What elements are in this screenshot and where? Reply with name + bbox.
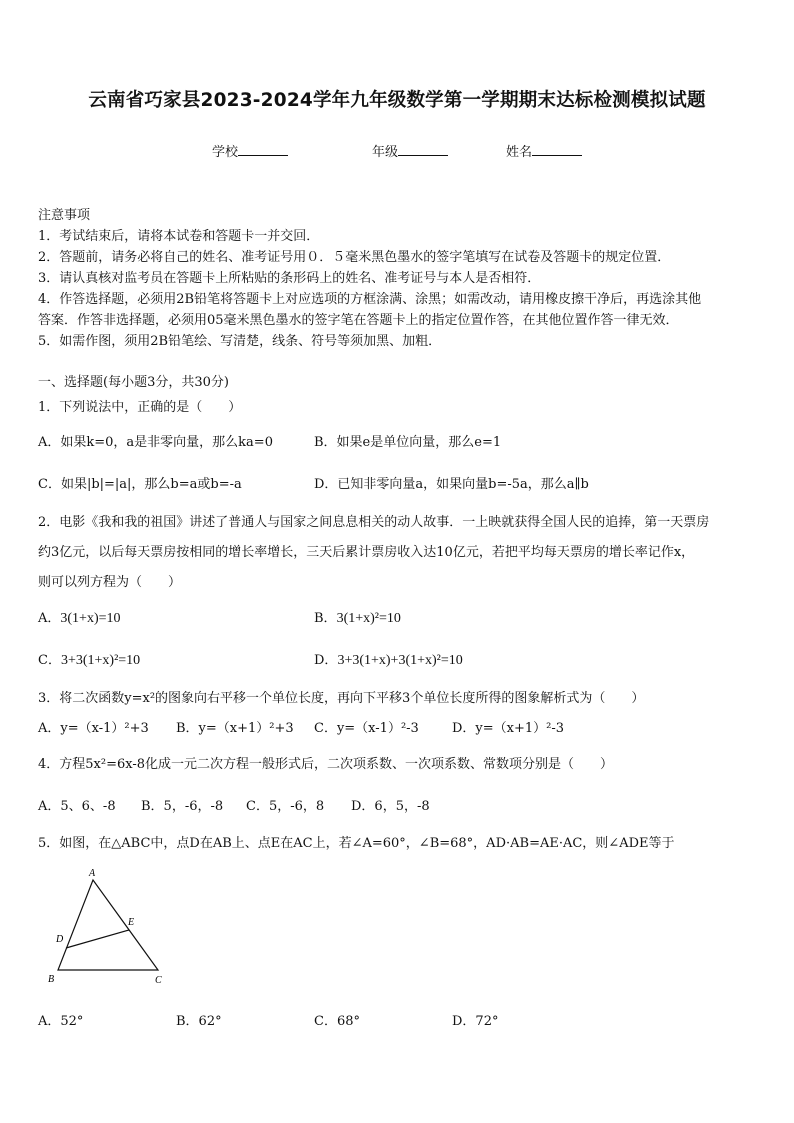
- grade-label: 年级: [372, 145, 399, 160]
- q1-option-a: A．如果k=0，a是非零向量，那么ka=0: [38, 435, 273, 450]
- name-blank: [532, 143, 582, 156]
- name-label: 姓名: [506, 145, 533, 160]
- q4-option-a: A．5、6、-8: [38, 799, 116, 814]
- q2-option-b-expr: 3(1+x)²=10: [336, 611, 401, 626]
- q2-option-d-expr: 3+3(1+x)+3(1+x)²=10: [337, 653, 463, 668]
- note-item-5: 5．如需作图，须用2B铅笔绘、写清楚，线条、符号等须加黑、加粗．: [38, 334, 442, 349]
- q3-option-c: C．y=（x-1）²-3: [314, 721, 419, 736]
- vertex-c-label: C: [155, 975, 162, 986]
- q2-line-1: 2．电影《我和我的祖国》讲述了普通人与国家之间息息相关的动人故事．一上映就获得全国人民的追捧，第一天票房: [38, 515, 710, 530]
- q3-stem: 3．将二次函数y=x²的图象向右平移一个单位长度，再向下平移3个单位长度所得的图象解析式为（ ）: [38, 691, 645, 706]
- q5-triangle-figure: [40, 862, 170, 990]
- point-e-label: E: [128, 917, 135, 928]
- q2-line-3: 则可以列方程为（ ）: [38, 575, 182, 590]
- note-item-3: 3．请认真核对监考员在答题卡上所粘贴的条形码上的姓名、准考证号与本人是否相符．: [38, 271, 541, 286]
- segment-de: [66, 930, 129, 948]
- school-field: [212, 141, 288, 160]
- q5-option-d: D．72°: [452, 1014, 499, 1029]
- grade-field: [372, 141, 448, 160]
- q5-option-b: B．62°: [176, 1014, 222, 1029]
- q2-option-c: [38, 649, 140, 669]
- q2-option-a-expr: 3(1+x)=10: [60, 611, 121, 626]
- q1-option-d: D．已知非零向量a，如果向量b=-5a，那么a∥b: [314, 477, 589, 492]
- q2-option-c-label: C．: [38, 653, 61, 668]
- q1-stem: 1．下列说法中，正确的是（ ）: [38, 400, 242, 415]
- q3-option-b: B．y=（x+1）²+3: [176, 721, 294, 736]
- vertex-b-label: B: [48, 974, 55, 985]
- grade-blank: [398, 143, 448, 156]
- q5-option-a: A．52°: [38, 1014, 84, 1029]
- q2-line-2: 约3亿元，以后每天票房按相同的增长率增长，三天后累计票房收入达10亿元，若把平均每天票房的增长率记作x，: [38, 545, 695, 560]
- q2-option-d: [314, 649, 463, 669]
- q5-stem: 5．如图，在△ABC中，点D在AB上、点E在AC上，若∠A=60°，∠B=68°，AD·AB=AE·AC，则∠ADE等于: [38, 836, 675, 851]
- q4-stem: 4．方程5x²=6x-8化成一元二次方程一般形式后，二次项系数、一次项系数、常数项分别是（ ）: [38, 757, 614, 772]
- q1-option-b: B．如果e是单位向量，那么e=1: [314, 435, 502, 450]
- school-blank: [238, 143, 288, 156]
- name-field: [506, 141, 582, 160]
- q2-option-a: [38, 607, 121, 627]
- notes-heading: 注意事项: [38, 208, 91, 223]
- page-title: 云南省巧家县2023-2024学年九年级数学第一学期期末达标检测模拟试题: [88, 90, 706, 111]
- q4-option-d: D．6，5，-8: [351, 799, 430, 814]
- q1-option-c: C．如果|b|=|a|，那么b=a或b=-a: [38, 477, 242, 492]
- note-item-4: 4．作答选择题，必须用2B铅笔将答题卡上对应选项的方框涂满、涂黑；如需改动，请用橡皮擦干净后，再选涂其他: [38, 292, 702, 307]
- q2-option-b: [314, 607, 401, 627]
- q3-option-d: D．y=（x+1）²-3: [452, 721, 565, 736]
- q2-option-a-label: A．: [38, 611, 61, 626]
- q5-option-c: C．68°: [314, 1014, 360, 1029]
- section-heading: 一、选择题(每小题3分，共30分): [38, 375, 229, 390]
- q2-option-c-expr: 3+3(1+x)²=10: [60, 653, 141, 668]
- q2-option-d-label: D．: [314, 653, 338, 668]
- q2-option-b-label: B．: [314, 611, 337, 626]
- point-d-label: D: [56, 934, 64, 945]
- q3-option-a: A．y=（x-1）²+3: [38, 721, 149, 736]
- note-item-4-cont: 答案．作答非选择题，必须用05毫米黑色墨水的签字笔在答题卡上的指定位置作答，在其他位置作答一律无效．: [38, 313, 679, 328]
- note-item-2: 2．答题前，请务必将自己的姓名、准考证号用０．５毫米黑色墨水的签字笔填写在试卷及答题卡的规定位置．: [38, 250, 671, 265]
- vertex-a-label: A: [89, 868, 96, 879]
- q4-option-c: C．5，-6，8: [246, 799, 325, 814]
- school-label: 学校: [212, 145, 239, 160]
- q4-option-b: B．5，-6，-8: [141, 799, 224, 814]
- note-item-1: 1．考试结束后，请将本试卷和答题卡一并交回．: [38, 229, 320, 244]
- triangle-abc: [58, 880, 158, 970]
